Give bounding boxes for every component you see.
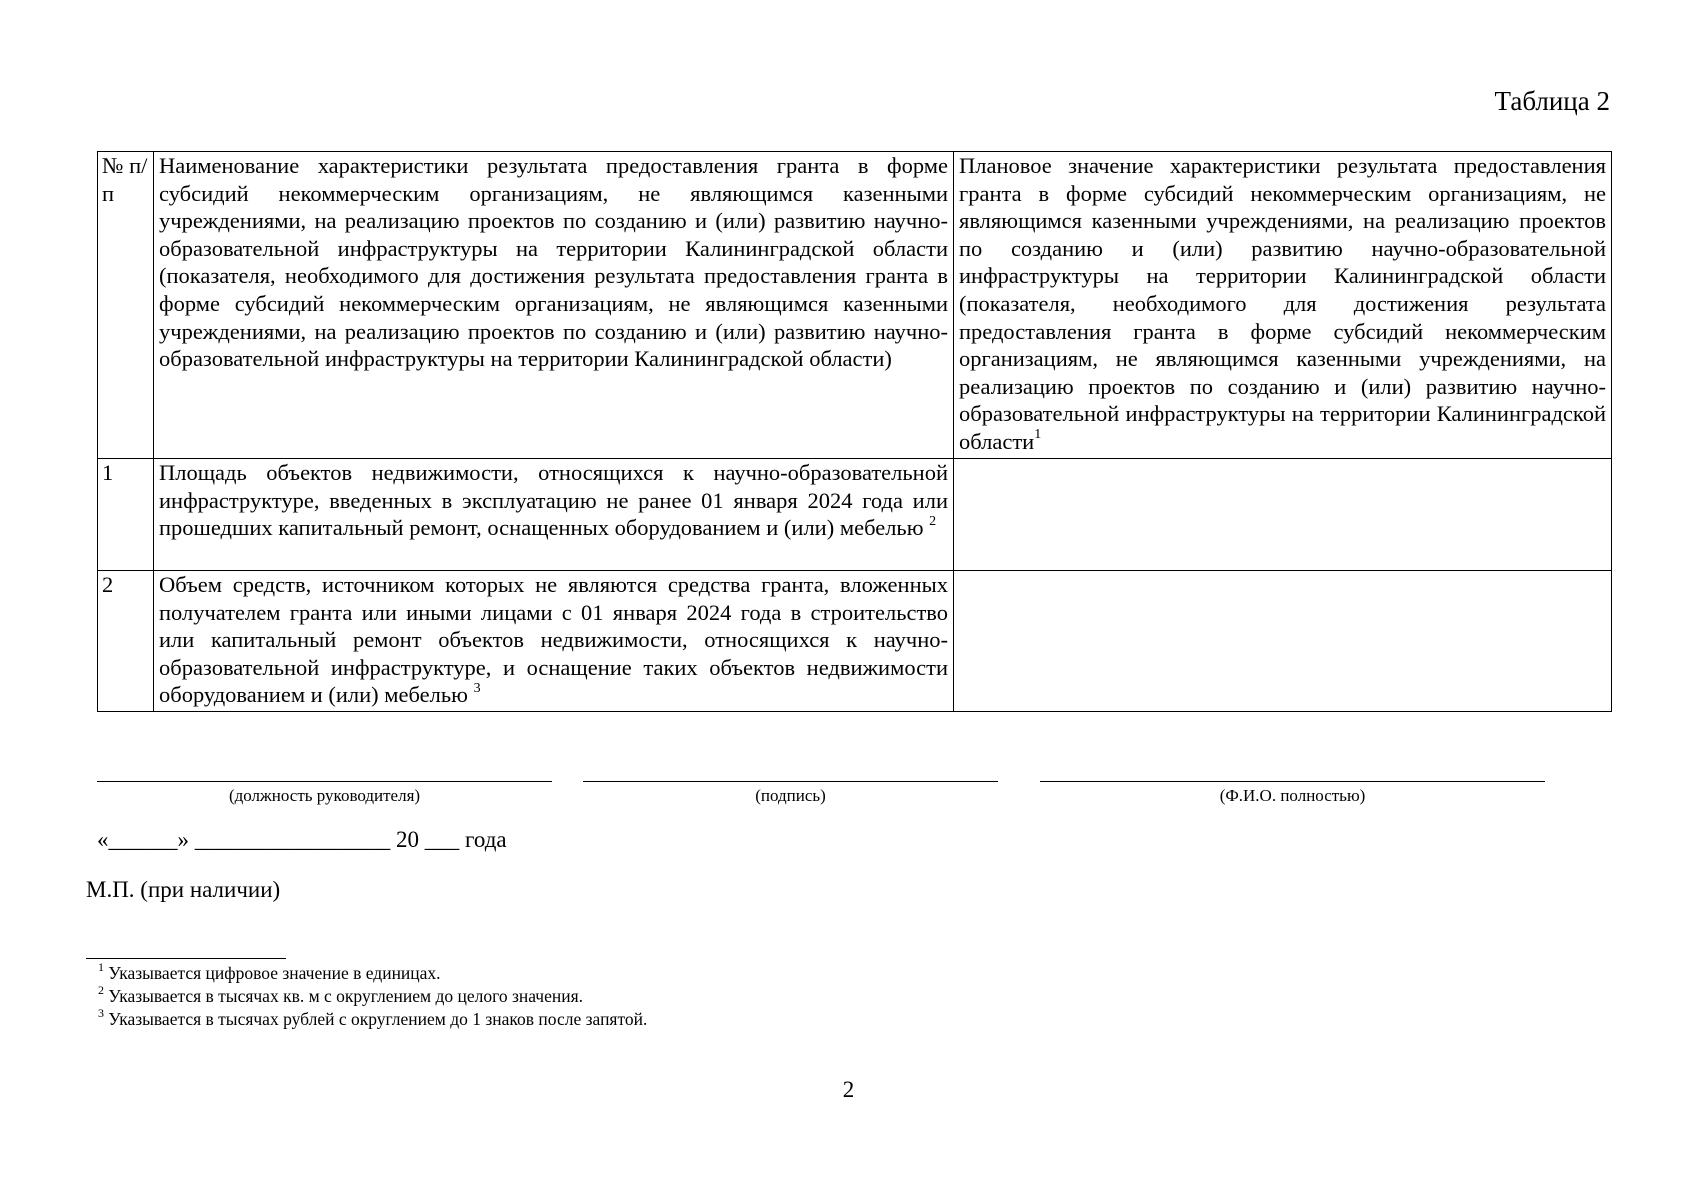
row-num: 2: [102, 572, 114, 597]
indicator-table: [97, 151, 1612, 712]
header-name-cell: [154, 152, 954, 459]
footnote-mark: 1: [98, 960, 104, 975]
table-row: [98, 571, 1612, 712]
date-line[interactable]: «______» _________________ 20 ___ года: [97, 827, 507, 852]
footnote-text: Указывается в тысячах кв. м с округлением до целого значения.: [108, 986, 584, 1006]
footnotes: [98, 962, 647, 1031]
footnote-mark: 2: [98, 983, 104, 998]
row-name-cell: [154, 459, 954, 571]
header-value-text: Плановое значение характеристики результата предоставления гранта в форме субсидий некоммерческим организациям, не являющимся казенными учреждениями, на реализацию проектов по созданию и (или) развитию научно-образовательной инфраструктуры на территории Калининградской области (показателя, необходимого для достижения результата предоставления гранта в форме субсидий некоммерческим организациям, не являющимся казенными учреждениями, на реализацию проектов по созданию и (или) развитию научно-образовательной инфраструктуры на территории Калининградской области: [959, 153, 1606, 454]
full-name-signature-line[interactable]: [1040, 781, 1545, 782]
page-number: 2: [842, 1077, 855, 1102]
footnote-ref-3: 3: [473, 680, 481, 696]
table-row: [98, 459, 1612, 571]
footnote-ref-1: 1: [1034, 427, 1042, 443]
signature-line[interactable]: [583, 781, 998, 782]
stamp-label: М.П. (при наличии): [86, 877, 281, 902]
row-value-cell[interactable]: [954, 571, 1612, 712]
footnote-text: Указывается цифровое значение в единицах.: [108, 963, 441, 983]
header-num-cell: [98, 152, 154, 459]
header-value-wrap: [959, 152, 1606, 456]
position-caption: (должность руководителя): [228, 786, 421, 805]
footnote-mark: 3: [98, 1006, 104, 1021]
footnote-item: [98, 1008, 647, 1031]
header-value-cell: [954, 152, 1612, 459]
footnote-ref-2: 2: [929, 513, 937, 529]
footnote-item: [98, 962, 647, 985]
row-num-cell: [98, 571, 154, 712]
header-name-text: Наименование характеристики результата предоставления гранта в форме субсидий некоммерческим организациям, не являющимся казенными учреждениями, на реализацию проектов по созданию и (или) развитию научно-образовательной инфраструктуры на территории Калининградской области (показателя, необходимого для достижения результата предоставления гранта в форме субсидий некоммерческим организациям, не являющимся казенными учреждениями, на реализацию проектов по созданию и (или) развитию научно-образовательной инфраструктуры на территории Калининградской области): [159, 153, 948, 372]
footnote-divider: [86, 958, 286, 959]
table-title: Таблица 2: [1494, 86, 1610, 116]
footnote-item: [98, 985, 647, 1008]
header-num-text: № п/п: [102, 153, 148, 206]
full-name-caption: (Ф.И.О. полностью): [1219, 786, 1366, 805]
row-num: 1: [102, 460, 114, 485]
signature-caption: (подпись): [755, 786, 826, 805]
row-value-cell[interactable]: [954, 459, 1612, 571]
position-signature-line[interactable]: [97, 781, 552, 782]
row-name-wrap: [159, 571, 948, 709]
row-num-cell: [98, 459, 154, 571]
row-name-wrap: [159, 459, 948, 542]
footnote-text: Указывается в тысячах рублей с округлением до 1 знаков после запятой.: [108, 1009, 648, 1029]
row-name-text: Площадь объектов недвижимости, относящихся к научно-образовательной инфраструктуре, введенных в эксплуатацию не ранее 01 января 2024 года или прошедших капитальный ремонт, оснащенных оборудованием и (или) мебелью: [159, 460, 948, 541]
row-name-text: Объем средств, источником которых не являются средства гранта, вложенных получателем гранта или иными лицами с 01 января 2024 года в строительство или капитальный ремонт объектов недвижимости, относящихся к научно-образовательной инфраструктуре, и оснащение таких объектов недвижимости оборудованием и (или) мебелью: [159, 572, 948, 708]
row-name-cell: [154, 571, 954, 712]
table-header-row: [98, 152, 1612, 459]
